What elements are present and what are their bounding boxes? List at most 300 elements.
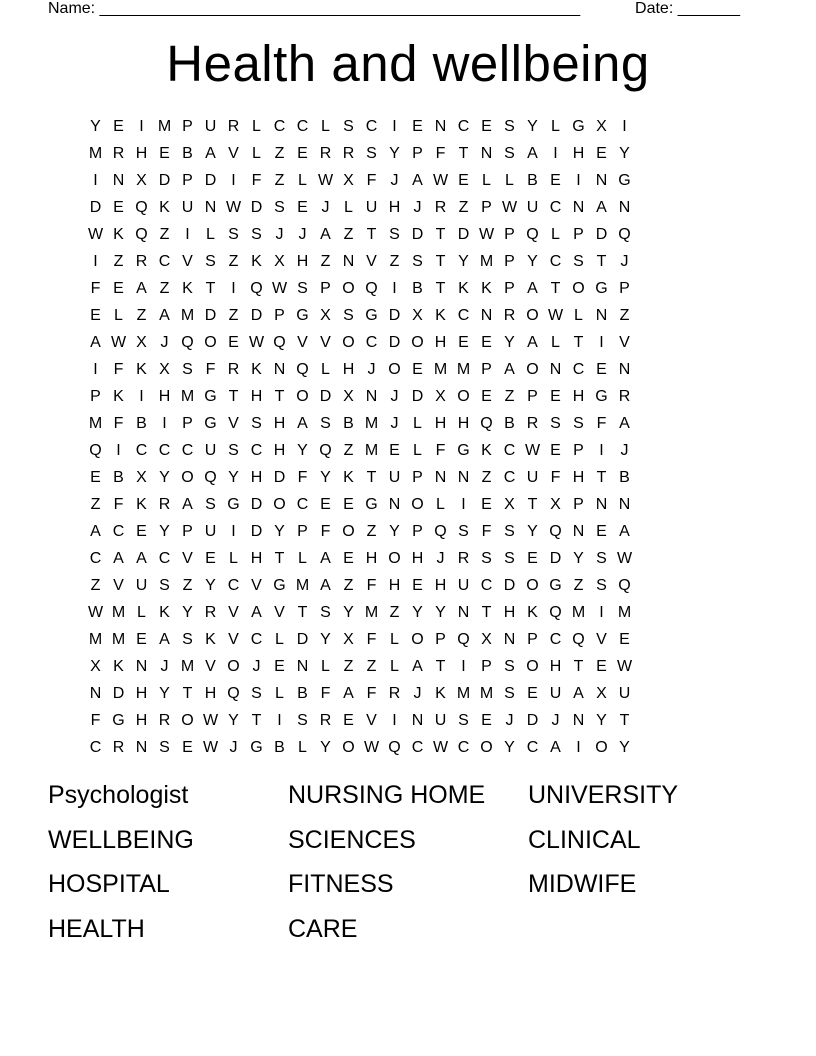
grid-letter: D	[411, 388, 424, 405]
grid-row	[84, 545, 636, 572]
grid-row	[84, 167, 636, 194]
grid-letter: E	[297, 199, 308, 216]
grid-letter: E	[389, 442, 400, 459]
grid-letter: N	[135, 739, 148, 756]
grid-letter: J	[436, 550, 445, 567]
header	[48, 0, 740, 20]
grid-letter: V	[228, 145, 239, 162]
grid-letter: H	[273, 415, 286, 432]
grid-letter: L	[321, 658, 330, 675]
grid-letter: E	[136, 523, 147, 540]
grid-letter: P	[182, 118, 193, 135]
grid-letter: E	[481, 334, 492, 351]
grid-letter: I	[231, 280, 236, 297]
grid-letter: Z	[389, 253, 400, 270]
word-list-item: CARE	[288, 914, 358, 943]
grid-letter: S	[228, 226, 239, 243]
grid-letter: L	[321, 118, 330, 135]
grid-letter: M	[88, 631, 103, 648]
grid-letter: H	[572, 145, 585, 162]
grid-letter: N	[204, 199, 217, 216]
grid-letter: D	[319, 388, 332, 405]
grid-letter: B	[343, 415, 354, 432]
grid-letter: R	[342, 145, 355, 162]
grid-letter: J	[252, 658, 261, 675]
grid-letter: C	[135, 442, 148, 459]
grid-letter: G	[250, 739, 263, 756]
grid-letter: J	[298, 226, 307, 243]
grid-letter: X	[343, 388, 354, 405]
grid-letter: W	[524, 442, 541, 459]
grid-letter: I	[139, 118, 144, 135]
grid-letter: V	[366, 253, 377, 270]
grid-letter: F	[251, 172, 262, 189]
grid-letter: I	[461, 658, 466, 675]
grid-letter: L	[252, 118, 261, 135]
grid-letter: Y	[527, 253, 538, 270]
grid-letter: S	[297, 712, 308, 729]
grid-row	[84, 491, 636, 518]
grid-letter: A	[527, 280, 538, 297]
grid-letter: B	[412, 280, 423, 297]
grid-letter: M	[617, 604, 632, 621]
grid-letter: M	[456, 361, 471, 378]
grid-letter: J	[620, 253, 629, 270]
grid-letter: E	[136, 631, 147, 648]
grid-letter: C	[480, 577, 493, 594]
grid-letter: H	[549, 658, 562, 675]
grid-letter: H	[273, 442, 286, 459]
grid-letter: L	[275, 685, 284, 702]
grid-letter: C	[457, 739, 470, 756]
grid-letter: R	[434, 199, 447, 216]
grid-letter: N	[595, 172, 608, 189]
grid-letter: I	[93, 361, 98, 378]
grid-letter: S	[205, 253, 216, 270]
grid-letter: Q	[618, 226, 631, 243]
grid-letter: N	[480, 145, 493, 162]
grid-letter: R	[388, 685, 401, 702]
grid-letter: X	[343, 172, 354, 189]
grid-letter: V	[274, 604, 285, 621]
grid-letter: N	[273, 361, 286, 378]
grid-letter: D	[158, 172, 171, 189]
grid-letter: Z	[274, 172, 285, 189]
grid-letter: A	[136, 280, 147, 297]
grid-letter: G	[204, 415, 217, 432]
grid-letter: Q	[181, 334, 194, 351]
grid-letter: W	[363, 739, 380, 756]
grid-letter: Q	[618, 577, 631, 594]
grid-letter: H	[135, 712, 148, 729]
grid-letter: G	[549, 577, 562, 594]
grid-letter: E	[90, 307, 101, 324]
grid-letter: P	[481, 361, 492, 378]
grid-letter: T	[182, 685, 193, 702]
word-list-item: HEALTH	[48, 914, 145, 943]
grid-letter: H	[434, 577, 447, 594]
grid-letter: F	[320, 523, 331, 540]
grid-letter: B	[504, 415, 515, 432]
grid-letter: Z	[458, 199, 469, 216]
grid-letter: Y	[573, 550, 584, 567]
grid-row	[84, 599, 636, 626]
grid-letter: D	[388, 334, 401, 351]
grid-row	[84, 140, 636, 167]
grid-letter: K	[113, 658, 124, 675]
grid-letter: W	[225, 199, 242, 216]
grid-letter: N	[112, 172, 125, 189]
grid-letter: I	[392, 280, 397, 297]
grid-letter: G	[457, 442, 470, 459]
word-list-item: Psychologist	[48, 781, 189, 809]
grid-letter: X	[136, 334, 147, 351]
grid-letter: R	[158, 712, 171, 729]
grid-letter: Y	[159, 469, 170, 486]
grid-letter: P	[182, 172, 193, 189]
grid-letter: T	[366, 469, 377, 486]
grid-letter: W	[110, 334, 127, 351]
grid-letter: I	[392, 118, 397, 135]
grid-letter: L	[413, 415, 422, 432]
grid-letter: X	[274, 253, 285, 270]
grid-letter: O	[526, 361, 539, 378]
grid-letter: G	[618, 172, 631, 189]
grid-letter: D	[112, 685, 125, 702]
grid-letter: T	[527, 496, 538, 513]
grid-letter: F	[90, 280, 101, 297]
grid-letter: O	[526, 577, 539, 594]
grid-letter: J	[160, 658, 169, 675]
grid-row	[84, 734, 636, 761]
grid-letter: F	[366, 577, 377, 594]
grid-letter: Z	[228, 253, 239, 270]
grid-letter: L	[413, 442, 422, 459]
grid-letter: D	[503, 577, 516, 594]
grid-letter: I	[93, 172, 98, 189]
grid-letter: P	[504, 280, 515, 297]
grid-letter: X	[596, 118, 607, 135]
grid-letter: Y	[527, 118, 538, 135]
grid-letter: O	[411, 496, 424, 513]
grid-letter: D	[549, 550, 562, 567]
grid-letter: T	[481, 604, 492, 621]
grid-letter: Q	[204, 469, 217, 486]
grid-letter: Y	[320, 469, 331, 486]
grid-letter: S	[504, 145, 515, 162]
grid-letter: W	[202, 712, 219, 729]
grid-letter: A	[527, 334, 538, 351]
grid-letter: P	[90, 388, 101, 405]
grid-letter: W	[616, 658, 633, 675]
grid-letter: S	[274, 199, 285, 216]
grid-letter: A	[251, 604, 262, 621]
grid-letter: A	[113, 550, 124, 567]
grid-letter: S	[412, 253, 423, 270]
grid-letter: U	[434, 712, 447, 729]
grid-letter: C	[365, 118, 378, 135]
grid-letter: M	[364, 442, 379, 459]
grid-letter: F	[481, 523, 492, 540]
grid-letter: N	[365, 388, 378, 405]
grid-letter: S	[504, 658, 515, 675]
grid-letter: V	[205, 658, 216, 675]
grid-letter: I	[576, 172, 581, 189]
grid-letter: A	[320, 550, 331, 567]
grid-letter: E	[228, 334, 239, 351]
grid-letter: I	[599, 442, 604, 459]
grid-letter: J	[390, 172, 399, 189]
grid-letter: H	[434, 415, 447, 432]
grid-letter: D	[250, 496, 263, 513]
grid-letter: E	[527, 685, 538, 702]
page-title: Health and wellbeing	[166, 35, 650, 92]
grid-letter: Q	[572, 631, 585, 648]
grid-letter: D	[250, 199, 263, 216]
grid-letter: E	[458, 172, 469, 189]
grid-letter: N	[480, 307, 493, 324]
grid-letter: E	[596, 361, 607, 378]
grid-letter: I	[277, 712, 282, 729]
grid-letter: M	[157, 118, 172, 135]
grid-letter: G	[296, 307, 309, 324]
grid-letter: O	[342, 280, 355, 297]
grid-letter: Z	[343, 577, 354, 594]
grid-letter: Y	[619, 145, 630, 162]
grid-letter: F	[90, 712, 101, 729]
grid-letter: Y	[228, 469, 239, 486]
grid-letter: L	[436, 496, 445, 513]
grid-letter: H	[135, 685, 148, 702]
grid-letter: Q	[89, 442, 102, 459]
grid-letter: C	[526, 739, 539, 756]
grid-letter: H	[204, 685, 217, 702]
grid-row	[84, 464, 636, 491]
grid-letter: L	[298, 739, 307, 756]
grid-letter: Z	[366, 523, 377, 540]
grid-letter: T	[596, 253, 607, 270]
grid-letter: I	[185, 226, 190, 243]
grid-letter: K	[481, 280, 492, 297]
grid-letter: G	[112, 712, 125, 729]
word-list-item: CLINICAL	[528, 825, 641, 854]
grid-letter: L	[574, 307, 583, 324]
grid-letter: E	[481, 388, 492, 405]
grid-letter: F	[366, 172, 377, 189]
grid-letter: U	[526, 199, 539, 216]
grid-letter: U	[526, 469, 539, 486]
grid-letter: C	[503, 469, 516, 486]
grid-letter: J	[413, 199, 422, 216]
grid-letter: C	[158, 442, 171, 459]
grid-letter: F	[366, 631, 377, 648]
grid-row	[84, 113, 636, 140]
grid-letter: J	[505, 712, 514, 729]
grid-letter: N	[572, 712, 585, 729]
grid-letter: M	[479, 253, 494, 270]
grid-letter: W	[432, 172, 449, 189]
grid-letter: H	[135, 145, 148, 162]
grid-letter: A	[90, 334, 101, 351]
grid-letter: C	[549, 199, 562, 216]
grid-letter: Z	[343, 442, 354, 459]
grid-letter: E	[297, 145, 308, 162]
grid-letter: F	[113, 496, 124, 513]
grid-letter: Z	[228, 307, 239, 324]
grid-letter: D	[457, 226, 470, 243]
grid-letter: H	[158, 388, 171, 405]
grid-letter: Y	[274, 523, 285, 540]
grid-letter: N	[434, 469, 447, 486]
grid-letter: A	[619, 523, 630, 540]
grid-letter: I	[231, 172, 236, 189]
grid-letter: M	[456, 685, 471, 702]
grid-letter: N	[595, 307, 608, 324]
grid-letter: W	[478, 226, 495, 243]
grid-letter: N	[595, 496, 608, 513]
grid-letter: R	[319, 712, 332, 729]
grid-letter: O	[457, 388, 470, 405]
grid-letter: T	[550, 280, 561, 297]
grid-letter: M	[433, 361, 448, 378]
word-list-item: UNIVERSITY	[528, 781, 679, 809]
grid-letter: G	[595, 388, 608, 405]
grid-letter: L	[114, 307, 123, 324]
grid-letter: L	[252, 145, 261, 162]
grid-letter: N	[411, 712, 424, 729]
grid-letter: I	[553, 145, 558, 162]
grid-letter: M	[180, 307, 195, 324]
grid-letter: Q	[227, 685, 240, 702]
grid-letter: R	[112, 739, 125, 756]
grid-letter: N	[342, 253, 355, 270]
grid-letter: C	[112, 523, 125, 540]
grid-letter: L	[275, 631, 284, 648]
grid-letter: G	[365, 496, 378, 513]
grid-letter: D	[250, 523, 263, 540]
grid-letter: D	[411, 226, 424, 243]
grid-letter: F	[550, 469, 561, 486]
grid-letter: I	[622, 118, 627, 135]
grid-letter: E	[527, 550, 538, 567]
grid-letter: P	[274, 307, 285, 324]
grid-letter: I	[93, 253, 98, 270]
grid-letter: U	[549, 685, 562, 702]
grid-letter: A	[619, 415, 630, 432]
grid-letter: I	[162, 415, 167, 432]
grid-letter: E	[550, 172, 561, 189]
grid-letter: Y	[90, 118, 101, 135]
grid-letter: I	[576, 739, 581, 756]
grid-letter: Z	[159, 280, 170, 297]
grid-letter: Z	[113, 253, 124, 270]
grid-letter: G	[595, 280, 608, 297]
grid-letter: C	[89, 739, 102, 756]
grid-letter: S	[159, 739, 170, 756]
grid-letter: S	[343, 307, 354, 324]
grid-letter: S	[343, 118, 354, 135]
grid-letter: Y	[527, 523, 538, 540]
grid-letter: S	[550, 415, 561, 432]
grid-letter: R	[319, 145, 332, 162]
grid-letter: L	[551, 334, 560, 351]
grid-letter: T	[435, 253, 446, 270]
grid-letter: D	[250, 307, 263, 324]
grid-letter: H	[572, 469, 585, 486]
grid-letter: K	[113, 226, 124, 243]
grid-letter: S	[320, 604, 331, 621]
grid-letter: C	[250, 442, 263, 459]
grid-letter: N	[503, 631, 516, 648]
grid-letter: S	[596, 577, 607, 594]
grid-letter: A	[297, 415, 308, 432]
grid-letter: O	[411, 631, 424, 648]
grid-row	[84, 194, 636, 221]
grid-letter: Y	[159, 523, 170, 540]
grid-letter: B	[297, 685, 308, 702]
grid-letter: Q	[135, 226, 148, 243]
grid-letter: C	[457, 307, 470, 324]
grid-letter: C	[296, 496, 309, 513]
grid-letter: X	[320, 307, 331, 324]
grid-letter: P	[573, 226, 584, 243]
grid-letter: Z	[481, 469, 492, 486]
grid-letter: T	[573, 658, 584, 675]
grid-letter: E	[550, 442, 561, 459]
grid-letter: O	[526, 307, 539, 324]
grid-letter: X	[596, 685, 607, 702]
grid-letter: H	[250, 550, 263, 567]
grid-row	[84, 248, 636, 275]
grid-letter: Z	[366, 658, 377, 675]
grid-letter: X	[412, 307, 423, 324]
grid-letter: D	[273, 469, 286, 486]
grid-row	[84, 383, 636, 410]
grid-letter: S	[573, 253, 584, 270]
grid-letter: V	[228, 415, 239, 432]
grid-letter: A	[504, 361, 515, 378]
grid-letter: A	[159, 631, 170, 648]
grid-letter: O	[411, 334, 424, 351]
grid-letter: M	[88, 145, 103, 162]
grid-letter: E	[596, 658, 607, 675]
grid-letter: R	[227, 118, 240, 135]
grid-letter: S	[251, 415, 262, 432]
grid-letter: F	[320, 685, 331, 702]
grid-letter: O	[181, 469, 194, 486]
grid-letter: D	[595, 226, 608, 243]
grid-letter: V	[228, 604, 239, 621]
grid-letter: M	[111, 631, 126, 648]
grid-letter: Q	[135, 199, 148, 216]
grid-letter: K	[251, 361, 262, 378]
grid-letter: Z	[136, 307, 147, 324]
grid-letter: R	[457, 550, 470, 567]
grid-letter: N	[618, 496, 631, 513]
grid-letter: X	[435, 388, 446, 405]
grid-row	[84, 707, 636, 734]
grid-letter: W	[432, 739, 449, 756]
grid-letter: P	[527, 631, 538, 648]
grid-letter: L	[390, 658, 399, 675]
grid-letter: J	[275, 226, 284, 243]
grid-letter: M	[295, 577, 310, 594]
grid-letter: V	[366, 712, 377, 729]
grid-letter: O	[296, 388, 309, 405]
grid-letter: S	[297, 280, 308, 297]
grid-letter: V	[228, 631, 239, 648]
grid-letter: L	[482, 172, 491, 189]
